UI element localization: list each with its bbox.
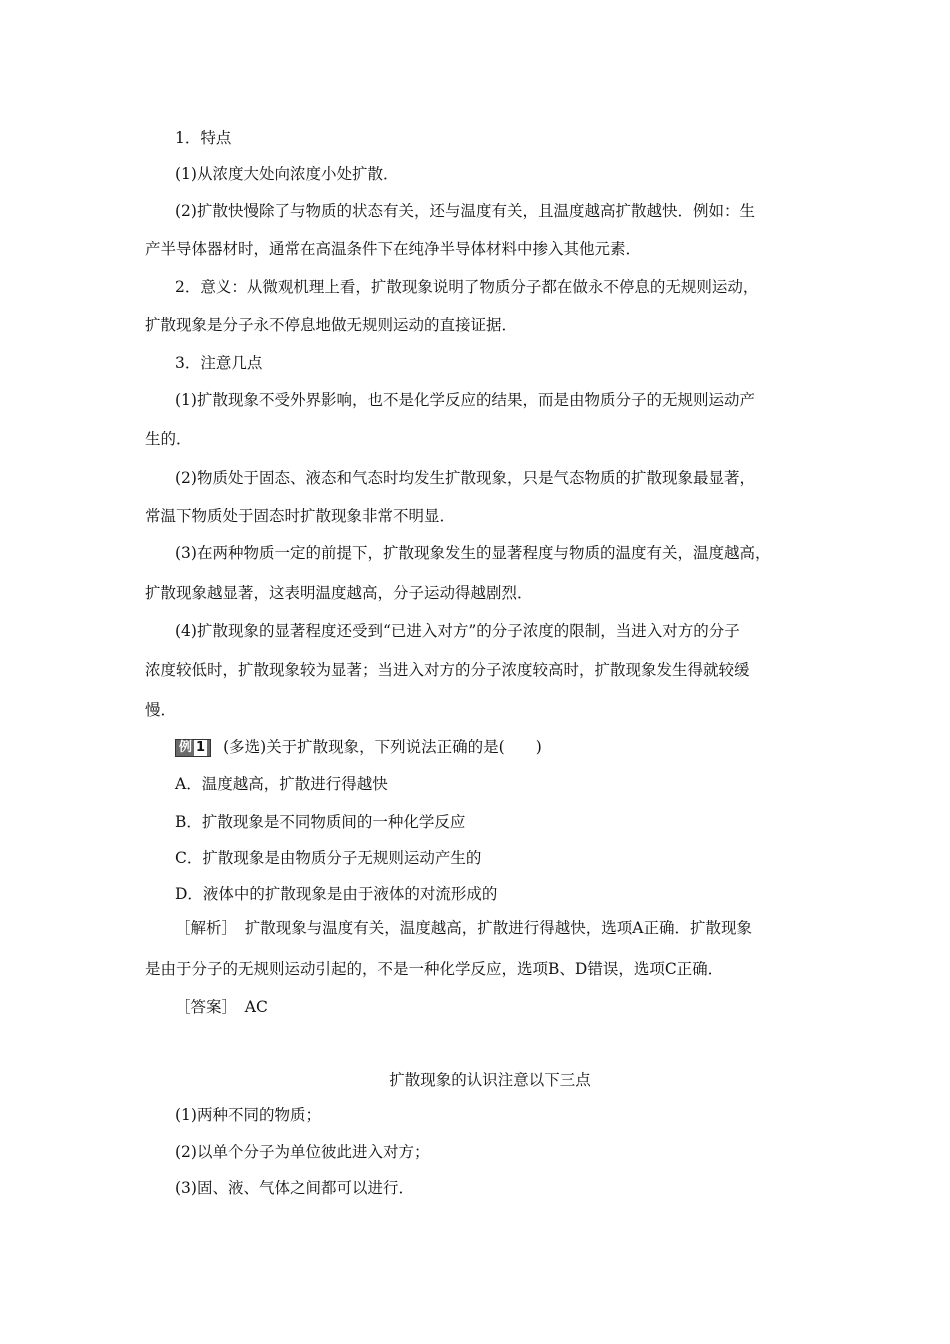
features-item-2-line-2: 产半导体器材时，通常在高温条件下在纯净半导体材料中掺入其他元素． bbox=[145, 240, 642, 258]
example-badge-label: 例 bbox=[179, 740, 193, 755]
note-2-line-2: 常温下物质处于固态时扩散现象非常不明显． bbox=[145, 507, 456, 525]
option-a: A．温度越高，扩散进行得越快 bbox=[175, 775, 388, 793]
note-4-line-3: 慢． bbox=[145, 701, 177, 719]
summary-item-1: (1)两种不同的物质； bbox=[175, 1106, 321, 1124]
features-item-2-line-1: (2)扩散快慢除了与物质的状态有关，还与温度有关，且温度越高扩散越快．例如：生 bbox=[175, 202, 755, 220]
features-item-1: (1)从浓度大处向浓度小处扩散． bbox=[175, 165, 399, 183]
summary-item-2: (2)以单个分子为单位彼此进入对方； bbox=[175, 1143, 430, 1161]
note-4-line-2: 浓度较低时，扩散现象较为显著；当进入对方的分子浓度较高时，扩散现象发生得就较缓 bbox=[145, 661, 750, 679]
features-heading: 1．特点 bbox=[175, 129, 232, 147]
note-2-line-1: (2)物质处于固态、液态和气态时均发生扩散现象，只是气态物质的扩散现象最显著， bbox=[175, 469, 755, 487]
meaning-line-1: 2．意义：从微观机理上看，扩散现象说明了物质分子都在做永不停息的无规则运动， bbox=[175, 278, 759, 296]
summary-title: 扩散现象的认识注意以下三点 bbox=[389, 1071, 591, 1089]
example-question-row bbox=[175, 737, 542, 757]
option-d: D．液体中的扩散现象是由于液体的对流形成的 bbox=[175, 885, 498, 903]
note-1-line-1: (1)扩散现象不受外界影响，也不是化学反应的结果，而是由物质分子的无规则运动产 bbox=[175, 391, 755, 409]
note-3-line-1: (3)在两种物质一定的前提下，扩散现象发生的显著程度与物质的温度有关，温度越高， bbox=[175, 544, 771, 562]
meaning-line-2: 扩散现象是分子永不停息地做无规则运动的直接证据． bbox=[145, 316, 518, 334]
option-b: B．扩散现象是不同物质间的一种化学反应 bbox=[175, 813, 466, 831]
note-4-line-1: (4)扩散现象的显著程度还受到“已进入对方”的分子浓度的限制，当进入对方的分子 bbox=[175, 622, 740, 640]
answer: ［答案］ AC bbox=[175, 998, 268, 1016]
example-question: (多选)关于扩散现象，下列说法正确的是( ) bbox=[223, 738, 542, 756]
note-3-line-2: 扩散现象越显著，这表明温度越高，分子运动得越剧烈． bbox=[145, 584, 533, 602]
option-c: C．扩散现象是由物质分子无规则运动产生的 bbox=[175, 849, 482, 867]
example-badge-number: 1 bbox=[196, 740, 206, 755]
notes-heading: 3．注意几点 bbox=[175, 354, 263, 372]
note-1-line-2: 生的． bbox=[145, 430, 192, 448]
analysis-line-1: ［解析］ 扩散现象与温度有关，温度越高，扩散进行得越快，选项A正确．扩散现象 bbox=[175, 919, 752, 937]
summary-item-3: (3)固、液、气体之间都可以进行． bbox=[175, 1179, 414, 1197]
example-badge bbox=[175, 739, 211, 757]
analysis-line-2: 是由于分子的无规则运动引起的，不是一种化学反应，选项B、D错误，选项C正确． bbox=[145, 960, 724, 978]
